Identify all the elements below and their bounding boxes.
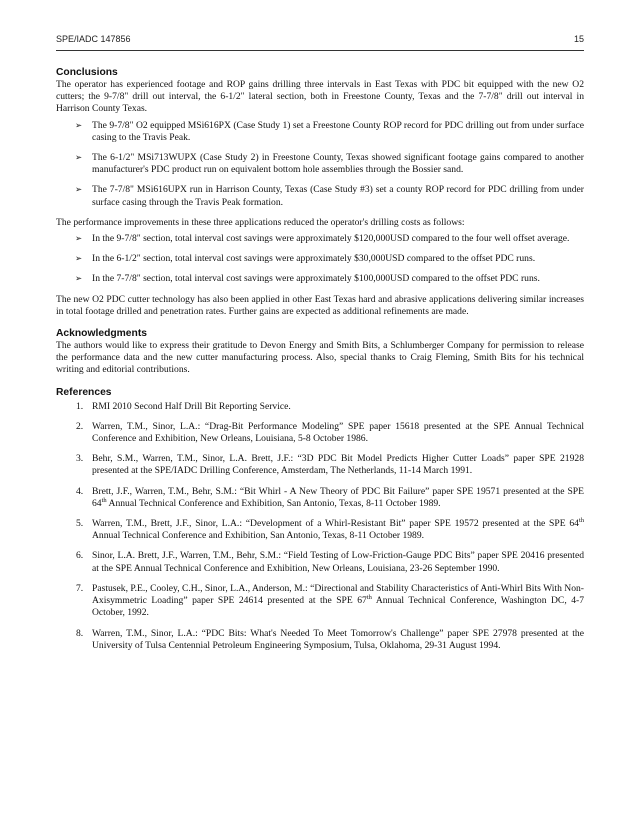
- arrow-bullet-icon: ➢: [75, 153, 83, 164]
- conclusions-closing: The new O2 PDC cutter technology has also been applied in other East Texas hard and abrasive applications delivering similar increases in total footage drilled and penetration rates. Further gains are expected as additional refinements are made.: [56, 293, 584, 317]
- reference-list: [56, 401, 584, 652]
- acknowledgments-text: The authors would like to express their gratitude to Devon Energy and Smith Bits, a Schlumberger Company for permission to release the performance data and the new cutter manufacturing process. Also, special thanks to Craig Fleming, Smith Bits for his technical writing and editorial contributions.: [56, 340, 584, 376]
- list-item: ➢ The 9-7/8" O2 equipped MSi616PX (Case Study 1) set a Freestone County ROP record for PDC drilling out from under surface casing to the Travis Peak.: [75, 119, 584, 143]
- acknowledgments-heading: Acknowledgments: [56, 328, 147, 340]
- list-item: ➢ In the 6-1/2" section, total interval cost savings were approximately $30,000USD compared to the offset PDC runs.: [75, 253, 536, 265]
- arrow-bullet-icon: ➢: [75, 254, 83, 265]
- case-study-bullets: [56, 120, 584, 209]
- references-heading: References: [56, 386, 112, 398]
- reference-item: 3. Behr, S.M., Warren, T.M., Sinor, L.A. Brett, J.F.: “3D PDC Bit Model Predicts Higher Cutter Loads” paper SPE 21928 presented at the SPE/IADC Drilling Conference, Amsterdam, The Netherlands, 11-14 March 1991.: [76, 453, 584, 477]
- conclusions-heading: Conclusions: [56, 67, 118, 78]
- reference-item: 1. RMI 2010 Second Half Drill Bit Reporting Service.: [76, 400, 291, 412]
- conclusions-intro: The operator has experienced footage and ROP gains drilling three intervals in East Texas with PDC bit equipped with the new O2 cutters; the 9-7/8" drill out interval, the 6-1/2" lateral section, both in Freestone County, Texas and the 7-7/8" drill out interval in Harrison County Texas.: [56, 79, 584, 115]
- arrow-bullet-icon: ➢: [75, 234, 83, 245]
- reference-item: 7. Pastusek, P.E., Cooley, C.H., Sinor, L.A., Anderson, M.: “Directional and Stability Characteristics of Anti-Whirl Bits With Non-Axisymmetric Loading” paper SPE 24614 presented at the SPE 67th Annual Technical Conference, Washington DC, 4-7 October, 1992.: [76, 582, 584, 619]
- page-header: [56, 34, 584, 50]
- arrow-bullet-icon: ➢: [75, 185, 83, 196]
- header-rule: [56, 50, 584, 51]
- arrow-bullet-icon: ➢: [75, 120, 83, 131]
- reference-item: 4. Brett, J.F., Warren, T.M., Behr, S.M.: “Bit Whirl - A New Theory of PDC Bit Failure” paper SPE 19571 presented at the SPE 64th Annual Technical Conference and Exhibition, San Antonio, Texas, 8-11 October 1989.: [76, 485, 584, 509]
- reference-item: 5. Warren, T.M., Brett, J.F., Sinor, L.A.: “Development of a Whirl-Resistant Bit” paper SPE 19572 presented at the SPE 64th Annual Technical Conference and Exhibition, San Antonio, Texas, 8-11 October 1989.: [76, 516, 584, 542]
- reference-item: 6. Sinor, L.A. Brett, J.F., Warren, T.M., Behr, S.M.: “Field Testing of Low-Friction-Gauge PDC Bits” paper SPE 20416 presented at the SPE Annual Technical Conference and Exhibition, New Orleans, Louisiana, 23-26 September 1990.: [76, 550, 584, 574]
- list-item: ➢ The 7-7/8" MSi616UPX run in Harrison County, Texas (Case Study #3) set a county ROP record for PDC drilling from under surface casing through the Travis Peak formation.: [75, 184, 584, 208]
- list-item: ➢ The 6-1/2" MSi713WUPX (Case Study 2) in Freestone County, Texas showed significant footage gains compared to another manufacturer's PDC product run on equivalent bottom hole assemblies through the Bossier sand.: [75, 152, 584, 176]
- performance-intro: The performance improvements in these three applications reduced the operator's drilling costs as follows:: [56, 216, 465, 228]
- list-item: ➢ In the 7-7/8" section, total interval cost savings were approximately $100,000USD compared to the offset PDC runs.: [75, 273, 540, 285]
- paper-id: SPE/IADC 147856: [56, 34, 131, 44]
- savings-bullets: [56, 233, 584, 286]
- reference-item: 8. Warren, T.M., Sinor, L.A.: “PDC Bits: What's Needed To Meet Tomorrow's Challenge” paper SPE 27978 presented at the University of Tulsa Centennial Petroleum Engineering Symposium, Tulsa, Oklahoma, 29-31 August 1994.: [76, 627, 584, 651]
- arrow-bullet-icon: ➢: [75, 274, 83, 285]
- list-item: ➢ In the 9-7/8" section, total interval cost savings were approximately $120,000USD compared to the four well offset average.: [75, 233, 570, 245]
- page-number: 15: [573, 34, 584, 44]
- page-content: [56, 63, 584, 660]
- reference-item: 2. Warren, T.M., Sinor, L.A.: “Drag-Bit Performance Modeling” SPE paper 15618 presented at the SPE Annual Technical Conference and Exhibition, New Orleans, Louisiana, 5-8 October 1986.: [76, 420, 584, 445]
